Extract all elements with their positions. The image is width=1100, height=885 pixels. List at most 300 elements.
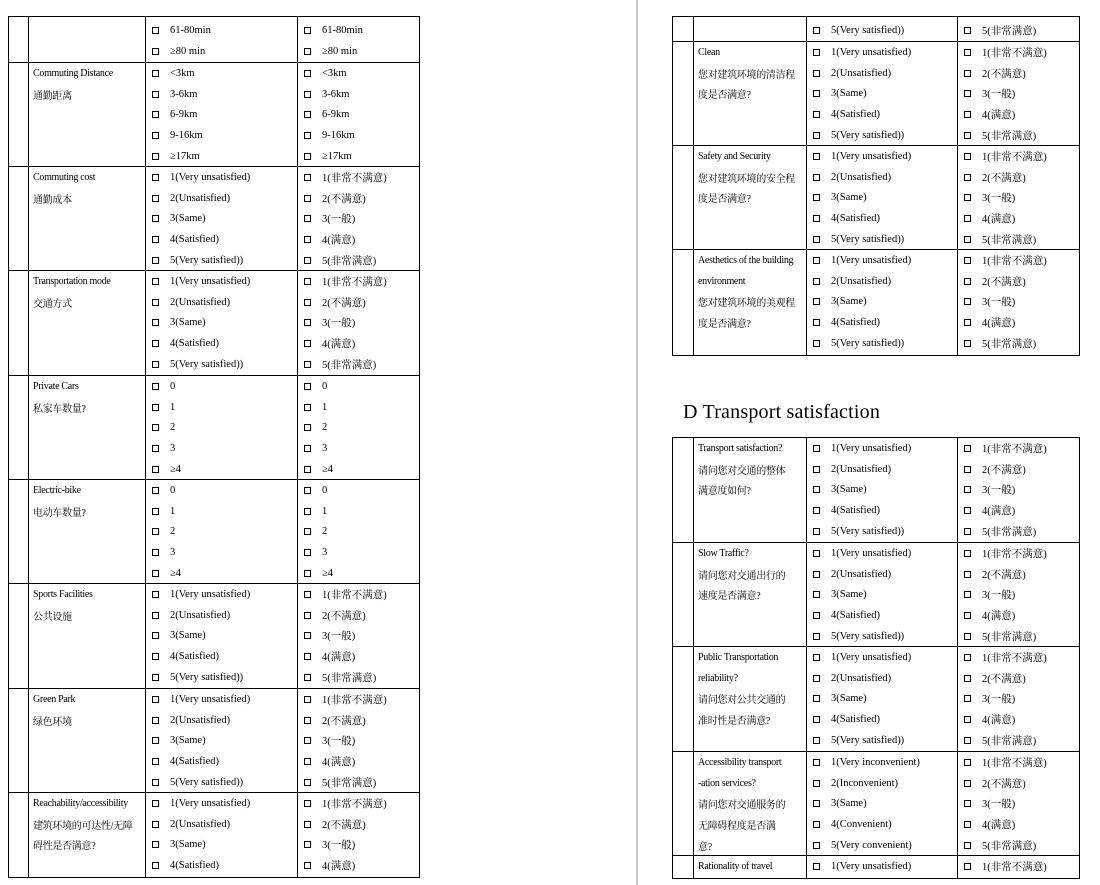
options-cell-zh	[298, 584, 419, 688]
checkbox[interactable]	[152, 361, 159, 368]
checkbox[interactable]	[813, 174, 820, 181]
checkbox[interactable]	[304, 528, 311, 535]
table-row	[9, 793, 419, 877]
checkbox[interactable]	[304, 299, 311, 306]
question-cell	[29, 17, 146, 62]
checkbox[interactable]	[152, 653, 159, 660]
option-label: 4(满意)	[322, 339, 356, 351]
row-number-cell	[673, 17, 694, 41]
checkbox[interactable]	[304, 466, 311, 473]
option-row	[807, 773, 957, 794]
row-number-cell	[9, 793, 29, 877]
checkbox[interactable]	[813, 153, 820, 160]
checkbox[interactable]	[813, 821, 820, 828]
checkbox[interactable]	[152, 319, 159, 326]
checkbox[interactable]	[813, 507, 820, 514]
checkbox[interactable]	[813, 800, 820, 807]
checkbox[interactable]	[813, 780, 820, 787]
checkbox[interactable]	[813, 194, 820, 201]
options-cell-en	[146, 271, 298, 375]
checkbox[interactable]	[152, 737, 159, 744]
option-label: 2	[170, 422, 176, 434]
option-label: 4(Convenient)	[831, 819, 892, 831]
checkbox[interactable]	[813, 445, 820, 452]
checkbox[interactable]	[152, 299, 159, 306]
checkbox[interactable]	[152, 758, 159, 765]
option-label: 2(不满意)	[322, 297, 366, 309]
checkbox[interactable]	[964, 528, 971, 535]
option-label: 3(Same)	[831, 798, 867, 810]
checkbox[interactable]	[152, 779, 159, 786]
checkbox[interactable]	[152, 508, 159, 515]
question-label-line: Electric-bike	[33, 484, 81, 496]
option-row	[298, 63, 419, 84]
checkbox[interactable]	[304, 215, 311, 222]
checkbox[interactable]	[813, 466, 820, 473]
options-cell-zh	[958, 856, 1079, 878]
row-number-cell	[9, 376, 29, 479]
checkbox[interactable]	[964, 759, 971, 766]
option-row	[298, 41, 419, 62]
option-label: 4(满意)	[322, 861, 356, 873]
row-number-cell	[673, 438, 694, 542]
option-label: 2(Unsatisfied)	[170, 818, 231, 830]
option-row	[958, 167, 1079, 188]
option-row	[807, 500, 957, 521]
checkbox[interactable]	[152, 195, 159, 202]
option-label: 1(Very inconvenient)	[831, 756, 920, 768]
checkbox[interactable]	[152, 841, 159, 848]
checkbox[interactable]	[152, 278, 159, 285]
options-cell-zh	[958, 146, 1079, 249]
option-row	[146, 105, 297, 126]
checkbox[interactable]	[964, 278, 971, 285]
checkbox[interactable]	[964, 780, 971, 787]
option-label: 4(Satisfied)	[831, 109, 880, 121]
checkbox[interactable]	[813, 716, 820, 723]
option-label: 2(不满意)	[982, 68, 1026, 80]
checkbox[interactable]	[964, 675, 971, 682]
checkbox[interactable]	[304, 717, 311, 724]
checkbox[interactable]	[152, 717, 159, 724]
option-row	[298, 397, 419, 418]
checkbox[interactable]	[304, 236, 311, 243]
question-label-line: 电动车数量?	[33, 507, 86, 519]
option-row	[807, 250, 957, 271]
checkbox[interactable]	[152, 862, 159, 869]
checkbox[interactable]	[304, 696, 311, 703]
option-label: 1(Very unsatisfied)	[170, 171, 251, 183]
checkbox[interactable]	[152, 111, 159, 118]
option-row	[146, 584, 297, 605]
checkbox[interactable]	[964, 70, 971, 77]
checkbox[interactable]	[813, 215, 820, 222]
option-row	[146, 376, 297, 397]
option-label: 4(Satisfied)	[831, 610, 880, 622]
option-label: <3km	[170, 67, 195, 79]
checkbox[interactable]	[304, 821, 311, 828]
option-row	[958, 689, 1079, 710]
checkbox[interactable]	[813, 90, 820, 97]
table-row	[9, 17, 419, 63]
checkbox[interactable]	[964, 153, 971, 160]
option-row	[807, 689, 957, 710]
checkbox[interactable]	[152, 424, 159, 431]
question-label-line: 碍性是否满意?	[33, 841, 96, 853]
option-label: 2(Unsatisfied)	[831, 672, 892, 684]
option-row	[807, 188, 957, 209]
option-row	[146, 772, 297, 792]
option-row	[958, 668, 1079, 689]
checkbox[interactable]	[304, 758, 311, 765]
checkbox[interactable]	[304, 800, 311, 807]
checkbox[interactable]	[304, 549, 311, 556]
checkbox[interactable]	[152, 549, 159, 556]
option-label: 5(Very satisfied))	[170, 672, 244, 684]
checkbox[interactable]	[304, 591, 311, 598]
checkbox[interactable]	[964, 486, 971, 493]
option-row	[298, 480, 419, 501]
row-number-cell	[673, 543, 694, 646]
checkbox[interactable]	[152, 612, 159, 619]
checkbox[interactable]	[152, 383, 159, 390]
option-label: 5(非常满意)	[982, 339, 1037, 351]
checkbox[interactable]	[152, 48, 159, 55]
checkbox[interactable]	[813, 842, 820, 849]
option-row	[298, 501, 419, 522]
table-row	[9, 376, 419, 480]
checkbox[interactable]	[813, 571, 820, 578]
question-label-line: 私家车数量?	[33, 403, 86, 415]
checkbox[interactable]	[813, 633, 820, 640]
checkbox[interactable]	[152, 174, 159, 181]
checkbox[interactable]	[813, 111, 820, 118]
checkbox[interactable]	[813, 591, 820, 598]
option-label: 61-80min	[170, 25, 211, 37]
checkbox[interactable]	[813, 863, 820, 870]
checkbox[interactable]	[813, 132, 820, 139]
option-label: 1(Very unsatisfied)	[831, 547, 912, 559]
question-label-line: 度是否满意?	[698, 194, 751, 206]
checkbox[interactable]	[304, 340, 311, 347]
option-row	[298, 522, 419, 543]
options-cell-en	[807, 42, 958, 145]
option-label: ≥17km	[170, 151, 200, 163]
checkbox[interactable]	[964, 111, 971, 118]
checkbox[interactable]	[964, 612, 971, 619]
option-label: 5(非常满意)	[322, 256, 377, 268]
checkbox[interactable]	[304, 174, 311, 181]
checkbox[interactable]	[304, 632, 311, 639]
checkbox[interactable]	[964, 821, 971, 828]
checkbox[interactable]	[304, 674, 311, 681]
checkbox[interactable]	[152, 153, 159, 160]
checkbox[interactable]	[964, 215, 971, 222]
option-row	[807, 292, 957, 313]
checkbox[interactable]	[304, 612, 311, 619]
table-row	[673, 42, 1079, 146]
checkbox[interactable]	[304, 570, 311, 577]
question-cell	[694, 146, 807, 249]
checkbox[interactable]	[304, 424, 311, 431]
question-cell	[694, 543, 807, 646]
checkbox[interactable]	[304, 383, 311, 390]
transport-questionnaire-table	[672, 437, 1080, 879]
option-label: 1(非常不满意)	[982, 861, 1047, 873]
checkbox[interactable]	[152, 800, 159, 807]
option-row	[807, 167, 957, 188]
checkbox[interactable]	[964, 466, 971, 473]
checkbox[interactable]	[964, 27, 971, 34]
option-row	[958, 250, 1079, 271]
option-label: 2(Inconvenient)	[831, 777, 899, 789]
checkbox[interactable]	[304, 487, 311, 494]
option-row	[807, 521, 957, 542]
checkbox[interactable]	[964, 319, 971, 326]
checkbox[interactable]	[964, 863, 971, 870]
option-row	[146, 710, 297, 731]
option-row	[958, 229, 1079, 249]
checkbox[interactable]	[152, 236, 159, 243]
option-row	[958, 752, 1079, 773]
option-label: 6-9km	[322, 109, 350, 121]
checkbox[interactable]	[152, 591, 159, 598]
option-row	[298, 459, 419, 479]
checkbox[interactable]	[964, 445, 971, 452]
checkbox[interactable]	[304, 195, 311, 202]
option-row	[146, 667, 297, 688]
table-row	[673, 543, 1079, 647]
option-row	[958, 459, 1079, 480]
environment-questionnaire-table	[672, 16, 1080, 356]
option-label: 1(非常不满意)	[982, 47, 1047, 59]
option-label: 5(非常满意)	[982, 527, 1037, 539]
option-label: 4(满意)	[982, 611, 1016, 623]
checkbox[interactable]	[964, 257, 971, 264]
option-row	[807, 84, 957, 105]
option-row	[298, 710, 419, 731]
checkbox[interactable]	[964, 90, 971, 97]
option-label: 3(Same)	[170, 735, 206, 747]
option-row	[298, 689, 419, 710]
option-row	[298, 855, 419, 876]
checkbox[interactable]	[964, 633, 971, 640]
checkbox[interactable]	[304, 111, 311, 118]
checkbox[interactable]	[813, 257, 820, 264]
option-label: 1(非常不满意)	[322, 276, 387, 288]
option-label: 2	[322, 422, 328, 434]
checkbox[interactable]	[304, 737, 311, 744]
checkbox[interactable]	[152, 215, 159, 222]
checkbox[interactable]	[304, 27, 311, 34]
checkbox[interactable]	[304, 404, 311, 411]
option-row	[958, 605, 1079, 626]
checkbox[interactable]	[964, 550, 971, 557]
option-label: 3	[322, 547, 328, 559]
checkbox[interactable]	[304, 278, 311, 285]
option-row	[146, 397, 297, 418]
option-row	[958, 835, 1079, 855]
option-row	[298, 167, 419, 188]
checkbox[interactable]	[152, 821, 159, 828]
checkbox[interactable]	[813, 319, 820, 326]
option-label: 1(Very unsatisfied)	[831, 46, 912, 58]
checkbox[interactable]	[152, 445, 159, 452]
checkbox[interactable]	[813, 759, 820, 766]
option-row	[958, 773, 1079, 794]
checkbox[interactable]	[964, 507, 971, 514]
options-cell-zh	[298, 793, 419, 877]
option-label: 5(非常满意)	[982, 632, 1037, 644]
checkbox[interactable]	[964, 49, 971, 56]
checkbox[interactable]	[304, 779, 311, 786]
checkbox[interactable]	[964, 737, 971, 744]
checkbox[interactable]	[152, 528, 159, 535]
checkbox[interactable]	[964, 695, 971, 702]
option-row	[298, 229, 419, 250]
option-label: 1(非常不满意)	[322, 694, 387, 706]
checkbox[interactable]	[813, 298, 820, 305]
question-label-line: 公共设施	[33, 611, 72, 623]
checkbox[interactable]	[964, 340, 971, 347]
checkbox[interactable]	[964, 298, 971, 305]
question-label-line: Aesthetics of the building	[698, 254, 794, 266]
option-label: 5(Very satisfied))	[831, 631, 905, 643]
option-row	[146, 125, 297, 146]
option-label: 9-16km	[170, 130, 203, 142]
option-label: ≥80 min	[322, 46, 358, 58]
checkbox[interactable]	[813, 70, 820, 77]
checkbox[interactable]	[152, 340, 159, 347]
checkbox[interactable]	[964, 591, 971, 598]
option-row	[146, 459, 297, 479]
checkbox[interactable]	[964, 716, 971, 723]
row-number-cell	[673, 146, 694, 249]
checkbox[interactable]	[304, 132, 311, 139]
option-label: 3(一般)	[322, 214, 356, 226]
question-cell	[29, 167, 146, 270]
checkbox[interactable]	[964, 132, 971, 139]
option-label: 5(非常满意)	[982, 131, 1037, 143]
checkbox[interactable]	[304, 70, 311, 77]
option-label: 1	[322, 505, 328, 517]
checkbox[interactable]	[304, 841, 311, 848]
checkbox[interactable]	[964, 236, 971, 243]
option-row	[146, 855, 297, 876]
option-label: 2(Unsatisfied)	[831, 67, 892, 79]
checkbox[interactable]	[152, 257, 159, 264]
options-cell-zh	[958, 752, 1079, 855]
checkbox[interactable]	[304, 445, 311, 452]
option-row	[298, 542, 419, 563]
option-row	[146, 292, 297, 313]
checkbox[interactable]	[813, 528, 820, 535]
option-label: 1(Very unsatisfied)	[831, 150, 912, 162]
checkbox[interactable]	[813, 486, 820, 493]
checkbox[interactable]	[964, 174, 971, 181]
question-label-line: 速度是否满意?	[698, 591, 761, 603]
option-row	[298, 605, 419, 626]
checkbox[interactable]	[152, 696, 159, 703]
checkbox[interactable]	[152, 570, 159, 577]
option-label: 1(非常不满意)	[322, 589, 387, 601]
checkbox[interactable]	[304, 48, 311, 55]
checkbox[interactable]	[813, 340, 820, 347]
checkbox[interactable]	[964, 654, 971, 661]
option-label: 5(Very satisfied))	[831, 735, 905, 747]
option-row	[958, 188, 1079, 209]
checkbox[interactable]	[813, 278, 820, 285]
checkbox[interactable]	[304, 862, 311, 869]
checkbox[interactable]	[813, 695, 820, 702]
checkbox[interactable]	[964, 800, 971, 807]
option-label: 3(Same)	[831, 693, 867, 705]
checkbox[interactable]	[152, 487, 159, 494]
option-label: 2(Unsatisfied)	[831, 463, 892, 475]
checkbox[interactable]	[152, 674, 159, 681]
checkbox[interactable]	[964, 571, 971, 578]
option-label: 4(满意)	[322, 652, 356, 664]
option-row	[298, 772, 419, 792]
option-row	[807, 794, 957, 815]
question-label-line: 度是否满意?	[698, 319, 751, 331]
option-row	[807, 585, 957, 606]
option-label: 4(Satisfied)	[831, 714, 880, 726]
checkbox[interactable]	[304, 319, 311, 326]
checkbox[interactable]	[964, 194, 971, 201]
option-label: 4(满意)	[322, 757, 356, 769]
checkbox[interactable]	[304, 257, 311, 264]
option-row	[298, 354, 419, 375]
checkbox[interactable]	[152, 132, 159, 139]
row-number-cell	[673, 42, 694, 145]
checkbox[interactable]	[964, 842, 971, 849]
checkbox[interactable]	[304, 91, 311, 98]
checkbox[interactable]	[304, 153, 311, 160]
option-row	[146, 188, 297, 209]
question-label-line: Transportation mode	[33, 275, 111, 287]
option-label: 4(满意)	[982, 506, 1016, 518]
checkbox[interactable]	[813, 675, 820, 682]
options-cell-en	[807, 647, 958, 751]
checkbox[interactable]	[152, 466, 159, 473]
option-label: 3(一般)	[982, 694, 1016, 706]
checkbox[interactable]	[304, 361, 311, 368]
option-row	[146, 793, 297, 814]
checkbox[interactable]	[304, 653, 311, 660]
checkbox[interactable]	[152, 91, 159, 98]
checkbox[interactable]	[813, 737, 820, 744]
checkbox[interactable]	[813, 49, 820, 56]
options-cell-zh	[298, 689, 419, 792]
checkbox[interactable]	[152, 404, 159, 411]
checkbox[interactable]	[813, 612, 820, 619]
option-label: 4(Satisfied)	[170, 651, 219, 663]
option-label: 3(一般)	[982, 485, 1016, 497]
checkbox[interactable]	[813, 654, 820, 661]
checkbox[interactable]	[152, 632, 159, 639]
checkbox[interactable]	[152, 70, 159, 77]
question-label-line: Safety and Security	[698, 150, 771, 162]
checkbox[interactable]	[813, 550, 820, 557]
checkbox[interactable]	[813, 236, 820, 243]
option-row	[958, 521, 1079, 542]
options-cell-zh	[958, 250, 1079, 355]
checkbox[interactable]	[813, 27, 820, 34]
option-label: 4(满意)	[982, 715, 1016, 727]
checkbox[interactable]	[152, 27, 159, 34]
checkbox[interactable]	[304, 508, 311, 515]
